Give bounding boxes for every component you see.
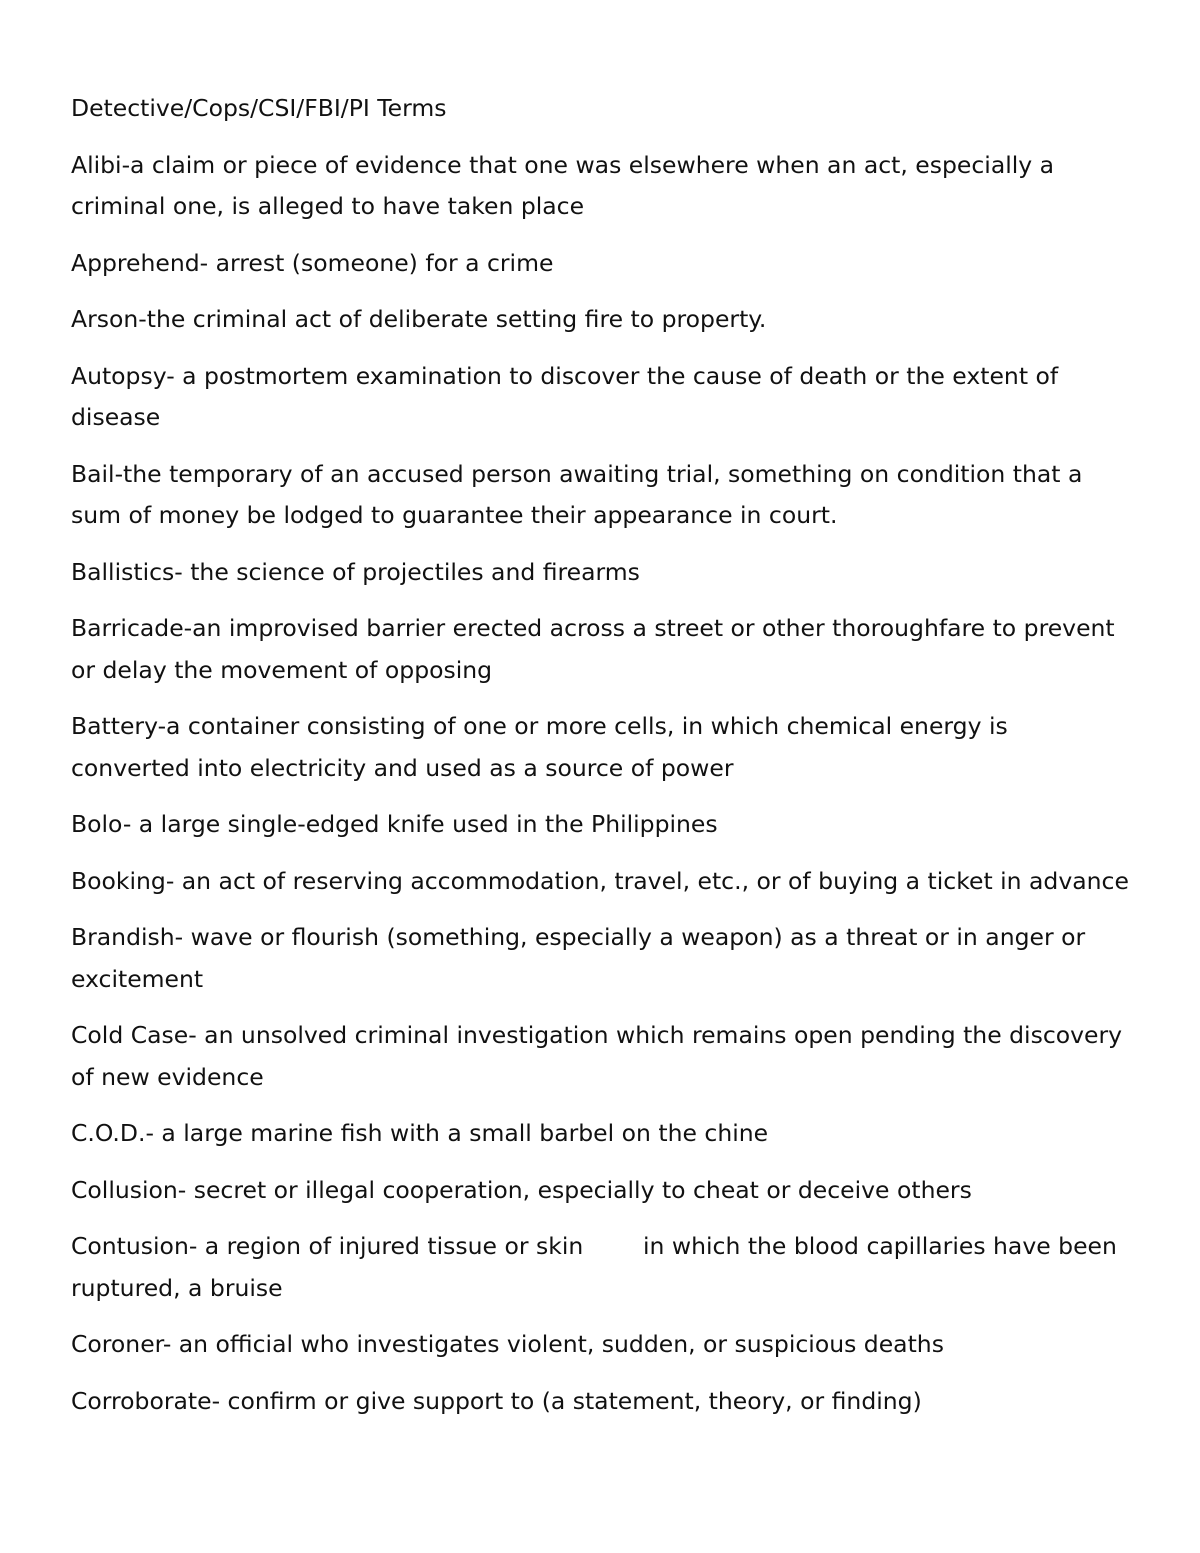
term-bolo: Bolo- a large single-edged knife used in the Philippines xyxy=(71,810,718,838)
term-brandish: Brandish- wave or flourish (something, especially a weapon) as a threat or in anger or excitement xyxy=(71,923,1086,993)
term-booking: Booking- an act of reserving accommodation, travel, etc., or of buying a ticket in advance xyxy=(71,866,1129,895)
term-apprehend: Apprehend- arrest (someone) for a crime xyxy=(71,248,554,277)
term-autopsy: Autopsy- a postmortem examination to discover the cause of death or the extent of disease xyxy=(71,361,1059,431)
term-ballistics: Ballistics- the science of projectiles and firearms xyxy=(71,557,640,586)
term-coroner: Coroner- an official who investigates violent, sudden, or suspicious deaths xyxy=(71,1330,944,1358)
document-title: Detective/Cops/CSI/FBI/PI Terms xyxy=(71,94,447,122)
term-cold-case: Cold Case- an unsolved criminal investigation which remains open pending the discovery of new evidence xyxy=(71,1021,1123,1091)
term-battery: Battery-a container consisting of one or more cells, in which chemical energy is converted into electricity and used as a source of power xyxy=(71,712,1008,782)
term-contusion: Contusion- a region of injured tissue or skin in which the blood capillaries have been ruptured, a bruise xyxy=(71,1232,1125,1302)
term-collusion: Collusion- secret or illegal cooperation, especially to cheat or deceive others xyxy=(71,1175,972,1204)
term-list xyxy=(71,145,1130,1423)
term-cod: C.O.D.- a large marine fish with a small barbel on the chine xyxy=(71,1119,769,1147)
term-alibi: Alibi-a claim or piece of evidence that one was elsewhere when an act, especially a criminal one, is alleged to have taken place xyxy=(71,150,1055,220)
term-corroborate: Corroborate- confirm or give support to (a statement, theory, or finding) xyxy=(71,1386,922,1415)
term-barricade: Barricade-an improvised barrier erected across a street or other thoroughfare to prevent or delay the movement of opposing xyxy=(71,614,1115,684)
term-bail: Bail-the temporary of an accused person awaiting trial, something on condition that a sum of money be lodged to guarantee their appearance in court. xyxy=(71,459,1083,529)
term-arson: Arson-the criminal act of deliberate setting fire to property. xyxy=(71,305,767,333)
